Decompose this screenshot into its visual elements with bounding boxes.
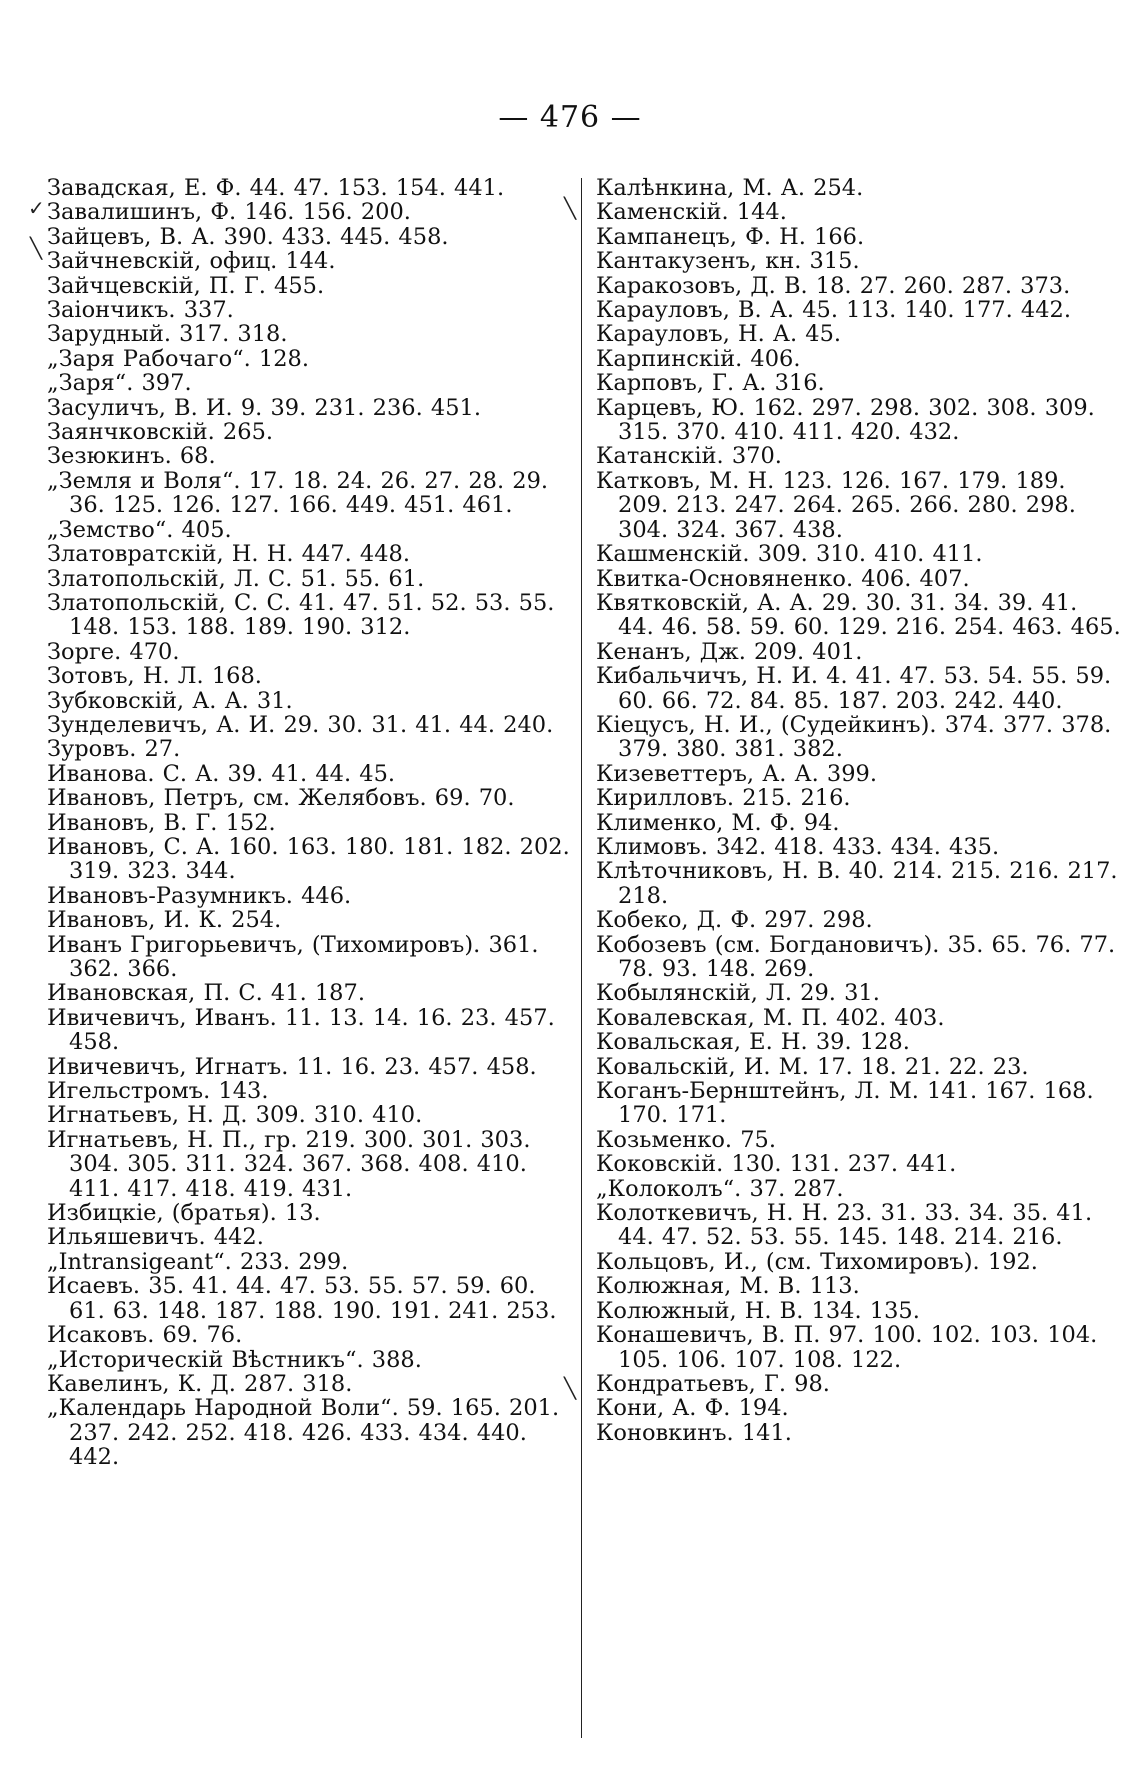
index-entry: Клѣточниковъ, Н. В. 40. 214. 215. 216. 217. 218. [596, 858, 1118, 909]
index-entry: Зотовъ, Н. Л. 168. [47, 663, 262, 690]
index-entry: Кашменскій. 309. 310. 410. 411. [596, 541, 983, 568]
index-entry: Кизеветтеръ, А. А. 399. [596, 760, 877, 787]
index-entry: Ивановская, П. С. 41. 187. [47, 980, 365, 1007]
index-entry: Кибальчичъ, Н. И. 4. 41. 47. 53. 54. 55. 59. 60. 66. 72. 84. 85. 187. 203. 242. 440. [596, 663, 1112, 714]
index-entry: Зайчневскій, офиц. 144. [47, 248, 336, 275]
index-entry: Ивановъ, Петръ, см. Желябовъ. 69. 70. [47, 785, 515, 812]
index-entry: „Земство“. 405. [47, 516, 232, 543]
index-entry: Калѣнкина, М. А. 254. [596, 175, 864, 201]
index-entry: Зезюкинъ. 68. [47, 443, 216, 470]
index-entry: Климовъ. 342. 418. 433. 434. 435. [596, 833, 1000, 860]
index-entry: „Заря Рабочаго“. 128. [47, 345, 310, 372]
index-entry: Кобеко, Д. Ф. 297. 298. [596, 907, 873, 934]
index-entry: Квитка-Основяненко. 406. 407. [596, 565, 970, 592]
index-entry: „Историческій Вѣстникъ“. 388. [47, 1346, 422, 1373]
index-entry: Избицкіе, (братья). 13. [47, 1200, 321, 1227]
index-entry: Ивичевичъ, Иванъ. 11. 13. 14. 16. 23. 457. 458. [47, 1004, 555, 1056]
index-entry: Зайчцевскій, П. Г. 455. [47, 272, 325, 299]
index-entry: Заіончикъ. 337. [47, 297, 234, 324]
index-entry: Ковальскій, И. М. 17. 18. 21. 22. 23. [596, 1053, 1029, 1080]
index-entry: Кенанъ, Дж. 209. 401. [596, 638, 863, 665]
index-entry: Златопольскій, С. С. 41. 47. 51. 52. 53. 55. 148. 153. 188. 189. 190. 312. [47, 589, 555, 641]
index-entry: Карауловъ, В. А. 45. 113. 140. 177. 442. [596, 297, 1071, 324]
index-entry: Катанскій. 370. [596, 443, 782, 470]
index-entry: Клименко, М. Ф. 94. [596, 809, 840, 836]
index-entry: Засуличъ, В. И. 9. 39. 231. 236. 451. [47, 394, 481, 421]
index-entry: Исаковъ. 69. 76. [47, 1322, 243, 1349]
index-entry: Завалишинъ, Ф. 146. 156. 200. [47, 199, 411, 226]
index-column-right [596, 176, 1121, 1445]
index-entry: „Intransigeant“. 233. 299. [47, 1248, 349, 1275]
index-entry: „Календарь Народной Воли“. 59. 165. 201. 237. 242. 252. 418. 426. 433. 434. 440. 442. [47, 1395, 560, 1471]
margin-tick-icon: ╲ [564, 1376, 577, 1400]
index-entry: Ивановъ, В. Г. 152. [47, 809, 276, 836]
index-entry: Колоткевичъ, Н. Н. 23. 31. 33. 34. 35. 41. 44. 47. 52. 53. 55. 145. 148. 214. 216. [596, 1200, 1093, 1251]
index-entry: Кольцовъ, И., (см. Тихомировъ). 192. [596, 1248, 1038, 1275]
index-entry: „Заря“. 397. [47, 370, 192, 397]
index-entry: Коганъ-Бернштейнъ, Л. М. 141. 167. 168. 170. 171. [596, 1078, 1094, 1129]
index-entry: Заянчковскій. 265. [47, 419, 274, 446]
index-entry: Каменскій. 144. [596, 199, 787, 226]
index-entry: Квятковскій, А. А. 29. 30. 31. 34. 39. 41. 44. 46. 58. 59. 60. 129. 216. 254. 463. 465. [596, 589, 1121, 641]
index-entry: Златопольскій, Л. С. 51. 55. 61. [47, 565, 425, 592]
index-entry: Кавелинъ, К. Д. 287. 318. [47, 1370, 353, 1397]
margin-tick-icon: ╲ [30, 236, 43, 260]
index-entry: Ивичевичъ, Игнатъ. 11. 16. 23. 457. 458. [47, 1053, 537, 1080]
index-entry: Кони, А. Ф. 194. [596, 1395, 789, 1422]
index-entry: Колюжная, М. В. 113. [596, 1273, 860, 1300]
index-entry: Карауловъ, Н. А. 45. [596, 321, 842, 348]
index-entry: Зайцевъ, В. А. 390. 433. 445. 458. [47, 223, 449, 250]
margin-checkmark-icon: ✓ [28, 196, 45, 220]
index-entry: Завадская, Е. Ф. 44. 47. 153. 154. 441. [47, 175, 505, 201]
index-entry: Карповъ, Г. А. 316. [596, 370, 825, 397]
index-entry: „Земля и Воля“. 17. 18. 24. 26. 27. 28. 29. 36. 125. 126. 127. 166. 449. 451. 461. [47, 467, 549, 519]
column-divider [581, 178, 582, 1738]
index-entry: Ивановъ-Разумникъ. 446. [47, 882, 352, 909]
index-entry: Ивановъ, И. К. 254. [47, 907, 282, 934]
index-entry: Кіецусъ, Н. И., (Судейкинъ). 374. 377. 378. 379. 380. 381. 382. [596, 711, 1112, 763]
index-entry: Кобылянскій, Л. 29. 31. [596, 980, 880, 1007]
index-entry: Златовратскій, Н. Н. 447. 448. [47, 541, 411, 568]
margin-tick-icon: ╲ [564, 196, 577, 220]
index-entry: Игельстромъ. 143. [47, 1078, 269, 1105]
index-entry: Колюжный, Н. В. 134. 135. [596, 1297, 920, 1324]
index-entry: Карцевъ, Ю. 162. 297. 298. 302. 308. 309. 315. 370. 410. 411. 420. 432. [596, 394, 1095, 446]
index-entry: Зунделевичъ, А. И. 29. 30. 31. 41. 44. 240. [47, 711, 554, 738]
index-column-left [47, 176, 571, 1470]
index-entry: Иванова. С. А. 39. 41. 44. 45. [47, 760, 396, 787]
index-entry: Катковъ, М. Н. 123. 126. 167. 179. 189. 209. 213. 247. 264. 265. 266. 280. 298. 304. 324. 367. 438. [596, 467, 1076, 543]
index-entry: Кондратьевъ, Г. 98. [596, 1370, 830, 1397]
index-entry: Кампанецъ, Ф. Н. 166. [596, 223, 865, 250]
index-entry: Исаевъ. 35. 41. 44. 47. 53. 55. 57. 59. 60. 61. 63. 148. 187. 188. 190. 191. 241. 253. [47, 1273, 557, 1324]
index-entry: Ивановъ, С. А. 160. 163. 180. 181. 182. 202. 319. 323. 344. [47, 833, 570, 885]
index-entry: Коковскій. 130. 131. 237. 441. [596, 1151, 957, 1178]
index-entry: Кирилловъ. 215. 216. [596, 785, 851, 812]
index-entry: Игнатьевъ, Н. Д. 309. 310. 410. [47, 1102, 423, 1129]
index-entry: Козьменко. 75. [596, 1126, 776, 1153]
index-entry: Коновкинъ. 141. [596, 1419, 792, 1446]
index-entry: Ильяшевичъ. 442. [47, 1224, 264, 1251]
index-entry: Зуровъ. 27. [47, 736, 181, 763]
index-entry: Кобозевъ (см. Богдановичъ). 35. 65. 76. 77. 78. 93. 148. 269. [596, 931, 1116, 982]
index-entry: Игнатьевъ, Н. П., гр. 219. 300. 301. 303. 304. 305. 311. 324. 367. 368. 408. 410. 411. 417. 418. 419. 431. [47, 1126, 531, 1202]
index-entry: Конашевичъ, В. П. 97. 100. 102. 103. 104. 105. 106. 107. 108. 122. [596, 1322, 1098, 1373]
index-entry: Зубковскій, А. А. 31. [47, 687, 293, 714]
index-entry: Ковальская, Е. Н. 39. 128. [596, 1029, 910, 1056]
index-entry: Карпинскій. 406. [596, 345, 801, 372]
index-entry: Иванъ Григорьевичъ, (Тихомировъ). 361. 362. 366. [47, 931, 539, 982]
index-entry: „Колоколъ“. 37. 287. [596, 1175, 844, 1202]
page-number: — 476 — [498, 100, 642, 135]
index-entry: Каракозовъ, Д. В. 18. 27. 260. 287. 373. [596, 272, 1071, 299]
index-entry: Зарудный. 317. 318. [47, 321, 288, 348]
index-entry: Ковалевская, М. П. 402. 403. [596, 1004, 945, 1031]
index-entry: Зорге. 470. [47, 638, 180, 665]
index-entry: Кантакузенъ, кн. 315. [596, 248, 860, 275]
